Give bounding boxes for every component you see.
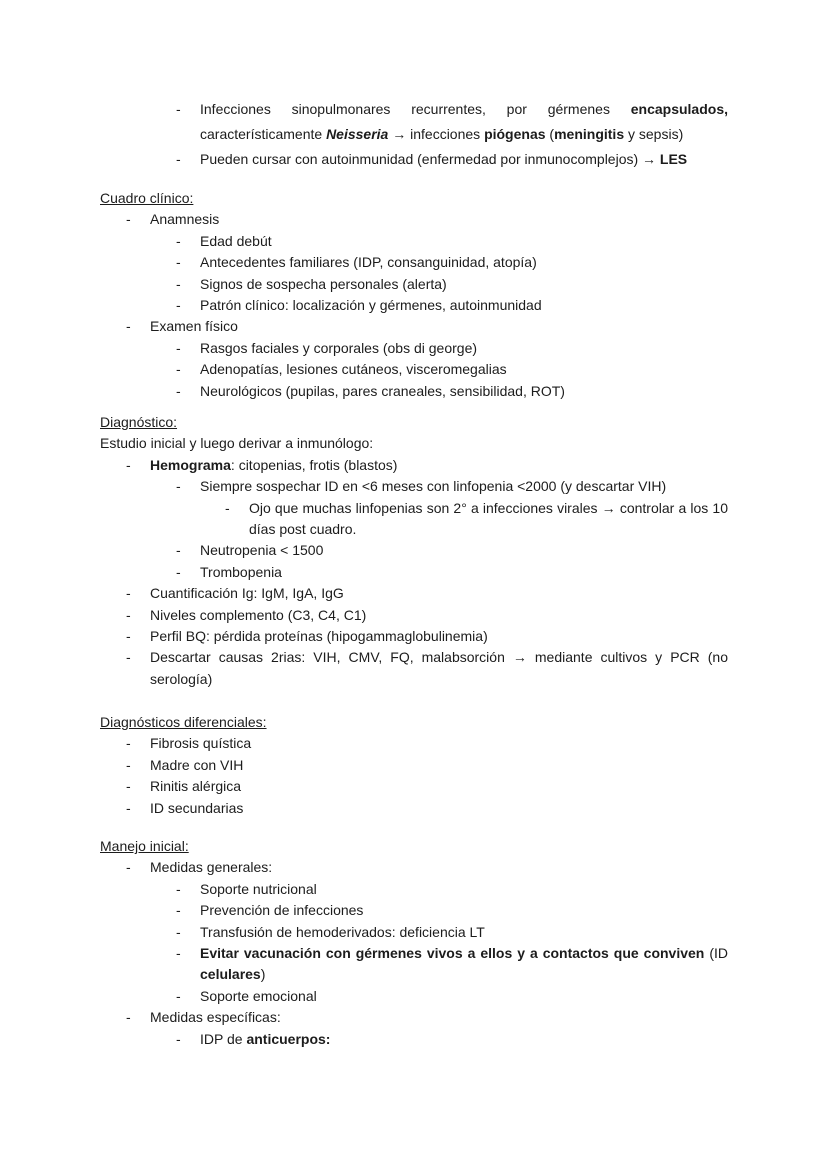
- bullet-dash: -: [176, 275, 181, 292]
- bullet-dash: -: [176, 478, 181, 495]
- doc-line: [126, 455, 728, 476]
- doc-line: [176, 476, 728, 497]
- bullet-dash: -: [176, 254, 181, 271]
- bullet-dash: -: [176, 297, 181, 314]
- text-run: Transfusión de hemoderivados: deficiencia LT: [200, 923, 485, 940]
- bullet-dash: -: [126, 606, 131, 623]
- doc-heading: [100, 188, 728, 209]
- doc-heading: [100, 836, 728, 857]
- bullet-dash: -: [126, 649, 131, 666]
- text-run: Niveles complemento (C3, C4, C1): [150, 606, 367, 623]
- section-manejo-inicial: [100, 836, 728, 1050]
- bullet-dash: -: [176, 902, 181, 919]
- bullet-dash: -: [176, 923, 181, 940]
- doc-line: [176, 562, 728, 583]
- text-run: Neurológicos (pupilas, pares craneales, sensibilidad, ROT): [200, 382, 565, 399]
- doc-line: [176, 359, 728, 380]
- text-run: Soporte nutricional: [200, 880, 317, 897]
- section-diagnostico: [100, 412, 728, 690]
- doc-line: [126, 755, 728, 776]
- doc-line: [176, 231, 728, 252]
- bullet-dash: -: [176, 1030, 181, 1047]
- bullet-dash: -: [126, 859, 131, 876]
- bullet-dash: -: [176, 987, 181, 1004]
- text-run: Prevención de infecciones: [200, 902, 364, 919]
- text-run: piógenas: [484, 126, 546, 142]
- text-run: Medidas generales:: [150, 859, 273, 876]
- text-run: Adenopatías, lesiones cutáneos, visceromegalias: [200, 361, 507, 378]
- text-run: Infecciones sinopulmonares recurrentes, por gérmenes: [200, 101, 631, 117]
- doc-line: [176, 97, 728, 147]
- text-run: Manejo inicial:: [100, 838, 189, 854]
- doc-line: [126, 776, 728, 797]
- text-run: Patrón clínico: localización y gérmenes, autoinmunidad: [200, 297, 542, 314]
- text-run: anticuerpos:: [246, 1030, 331, 1047]
- text-run: Evitar vacunación con gérmenes vivos a ellos y a contactos que conviven: [200, 945, 705, 962]
- text-run: Diagnóstico:: [100, 414, 178, 430]
- text-run: y sepsis): [624, 126, 684, 142]
- bullet-dash: -: [126, 778, 131, 795]
- bullet-dash: -: [225, 499, 230, 516]
- bullet-dash: -: [126, 211, 131, 228]
- doc-line: [176, 922, 728, 943]
- doc-line: [126, 798, 728, 819]
- bullet-dash: -: [176, 232, 181, 249]
- bullet-dash: -: [176, 101, 181, 117]
- text-run: (ID: [704, 945, 728, 962]
- doc-line: [176, 986, 728, 1007]
- bullet-dash: -: [176, 361, 181, 378]
- text-run: Signos de sospecha personales (alerta): [200, 275, 447, 292]
- doc-line: [176, 147, 728, 172]
- bullet-dash: -: [126, 456, 131, 473]
- text-run: Estudio inicial y luego derivar a inmunólogo:: [100, 435, 374, 452]
- text-run: Trombopenia: [200, 563, 282, 580]
- text-run: Edad debút: [200, 232, 272, 249]
- doc-line: [176, 879, 728, 900]
- text-run: Cuadro clínico:: [100, 190, 194, 206]
- text-run: : citopenias, frotis (blastos): [230, 456, 398, 473]
- text-run: Fibrosis quística: [150, 735, 252, 752]
- bullet-dash: -: [176, 339, 181, 356]
- text-run: encapsulados,: [630, 101, 728, 117]
- text-run: ): [260, 966, 266, 983]
- text-run: Descartar causas 2rias: VIH, CMV, FQ, malabsorción → mediante cultivos y PCR (no serología): [150, 649, 728, 687]
- section-diagnosticos-diferenciales: [100, 712, 728, 819]
- section-cuadro-clinico: [100, 188, 728, 402]
- bullet-dash: -: [176, 542, 181, 559]
- doc-line: [126, 605, 728, 626]
- doc-line: [176, 295, 728, 316]
- doc-line: [126, 857, 728, 878]
- text-run: Medidas específicas:: [150, 1009, 281, 1026]
- bullet-dash: -: [176, 880, 181, 897]
- doc-line: [126, 647, 728, 690]
- text-run: Soporte emocional: [200, 987, 317, 1004]
- text-run: Anamnesis: [150, 211, 220, 228]
- text-run: Pueden cursar con autoinmunidad (enfermedad por inmunocomplejos) →: [200, 151, 660, 167]
- doc-line: [176, 338, 728, 359]
- doc-line: [176, 540, 728, 561]
- text-run: LES: [659, 151, 688, 167]
- text-run: característicamente: [200, 126, 327, 142]
- doc-heading: [100, 412, 728, 433]
- bullet-dash: -: [126, 735, 131, 752]
- bullet-dash: -: [126, 628, 131, 645]
- text-run: Siempre sospechar ID en <6 meses con linfopenia <2000 (y descartar VIH): [200, 478, 667, 495]
- text-run: Antecedentes familiares (IDP, consanguinidad, atopía): [200, 254, 537, 271]
- doc-line: [176, 900, 728, 921]
- bullet-dash: -: [176, 945, 181, 962]
- bullet-dash: -: [126, 585, 131, 602]
- bullet-dash: -: [126, 318, 131, 335]
- doc-line: [176, 252, 728, 273]
- text-run: ID secundarias: [150, 799, 244, 816]
- bullet-dash: -: [126, 756, 131, 773]
- text-run: Ojo que muchas linfopenias son 2° a infecciones virales → controlar a los 10 días post cuadro.: [249, 499, 728, 538]
- bullet-dash: -: [126, 1009, 131, 1026]
- doc-line: [176, 1029, 728, 1050]
- text-run: Perfil BQ: pérdida proteínas (hipogammaglobulinemia): [150, 628, 488, 645]
- bullet-dash: -: [176, 382, 181, 399]
- doc-heading: [100, 712, 728, 733]
- doc-line: [126, 209, 728, 230]
- text-run: Neisseria: [326, 126, 389, 142]
- doc-line: [225, 498, 728, 541]
- text-run: Hemograma: [150, 456, 231, 473]
- doc-line: [176, 274, 728, 295]
- text-run: Examen físico: [150, 318, 238, 335]
- doc-line: [126, 316, 728, 337]
- text-run: Rinitis alérgica: [150, 778, 242, 795]
- doc-line: [100, 433, 728, 454]
- doc-line: [176, 381, 728, 402]
- bullet-dash: -: [176, 151, 181, 167]
- text-run: meningitis: [554, 126, 625, 142]
- doc-line: [126, 733, 728, 754]
- text-run: Diagnósticos diferenciales:: [100, 714, 267, 730]
- bullet-dash: -: [126, 799, 131, 816]
- text-run: (: [545, 126, 555, 142]
- text-run: Cuantificación Ig: IgM, IgA, IgG: [150, 585, 344, 602]
- text-run: → infecciones: [388, 126, 485, 142]
- doc-line: [126, 583, 728, 604]
- text-run: Madre con VIH: [150, 756, 244, 773]
- text-run: Neutropenia < 1500: [200, 542, 324, 559]
- doc-line: [176, 943, 728, 986]
- doc-line: [126, 626, 728, 647]
- bullet-dash: -: [176, 563, 181, 580]
- doc-line: [126, 1007, 728, 1028]
- text-run: celulares: [200, 966, 261, 983]
- section-intro-continuation: [100, 97, 728, 172]
- text-run: Rasgos faciales y corporales (obs di george): [200, 339, 478, 356]
- text-run: IDP de: [200, 1030, 247, 1047]
